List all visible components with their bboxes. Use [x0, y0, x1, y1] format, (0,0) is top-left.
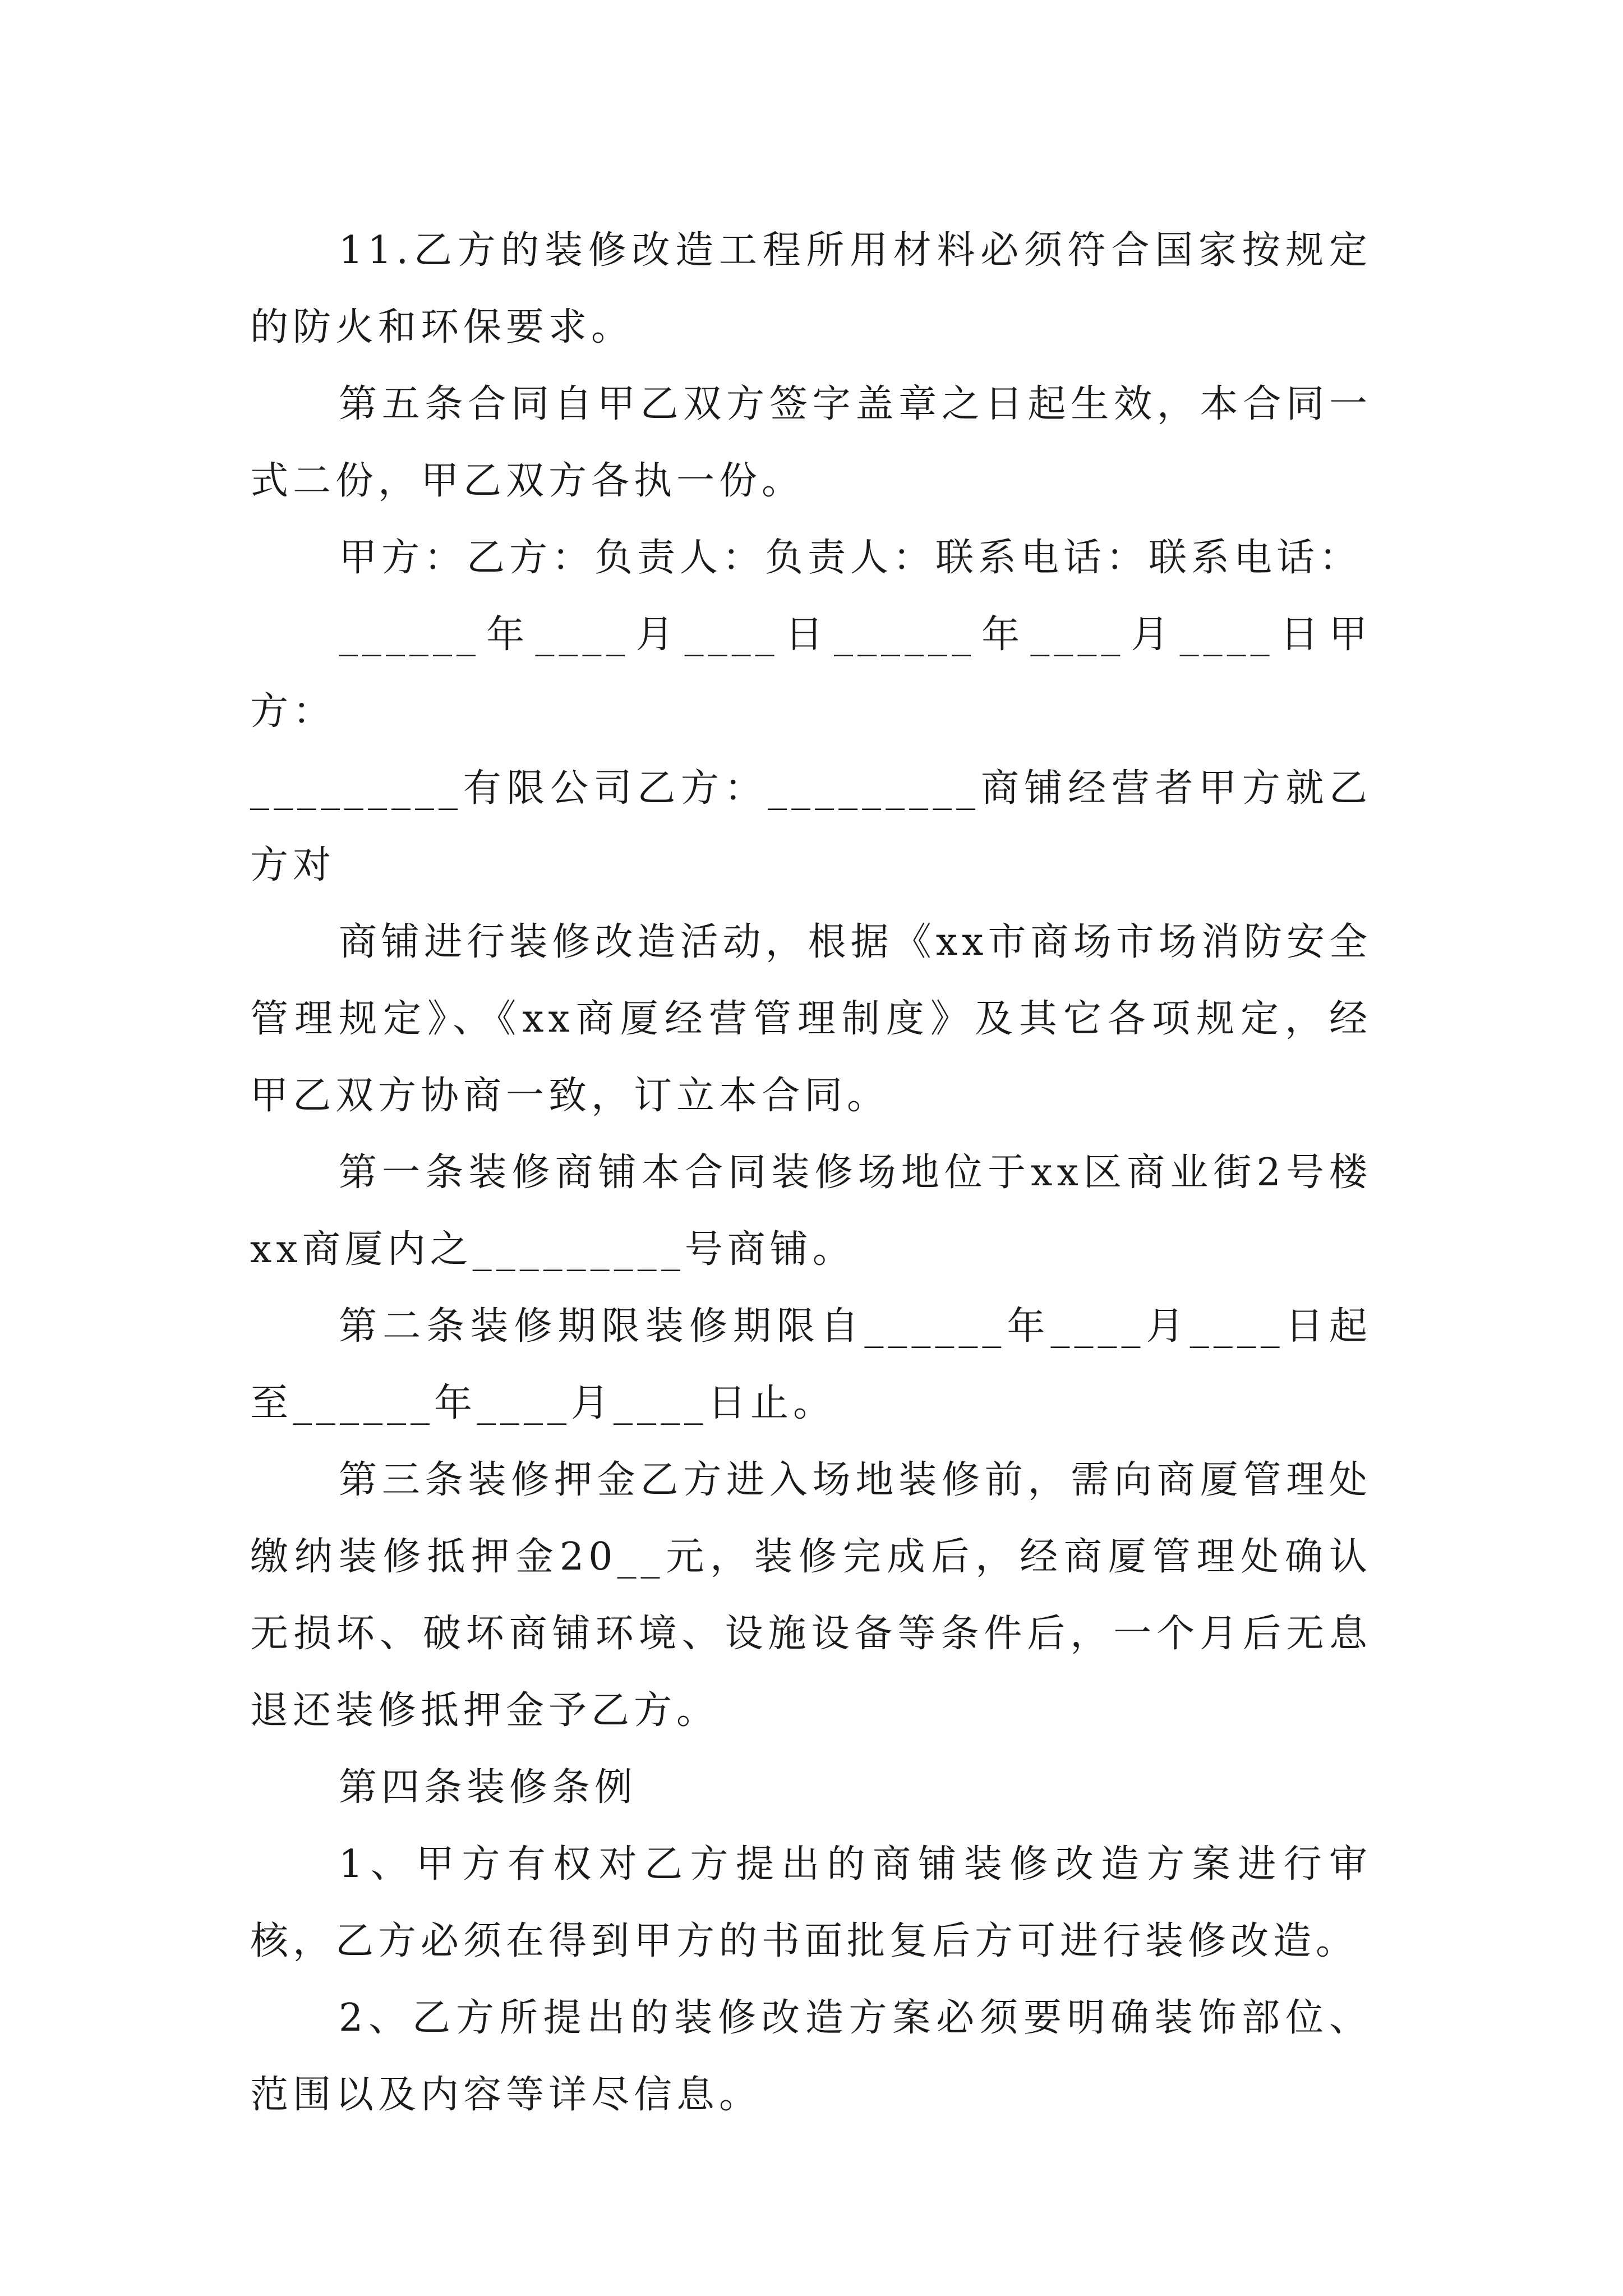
paragraph-article-1: 第一条装修商铺本合同装修场地位于xx区商业街2号楼xx商厦内之_________号商铺。 — [250, 1151, 1372, 1272]
paragraph-article-5: 第五条合同自甲乙双方签字盖章之日起生效，本合同一式二份，甲乙双方各执一份。 — [250, 382, 1372, 503]
paragraph-signature-parties: 甲方：乙方：负责人：负责人：联系电话：联系电话： — [339, 536, 1362, 580]
paragraph-article-4-heading: 第四条装修条例 — [339, 1765, 638, 1810]
paragraph-article-2: 第二条装修期限装修期限自______年____月____日起至______年____月____日止。 — [250, 1304, 1372, 1425]
paragraph-preamble: 商铺进行装修改造活动，根据《xx市商场市场消防安全管理规定》、《xx商厦经营管理制度》及其它各项规定，经甲乙双方协商一致，订立本合同。 — [250, 920, 1372, 1118]
paragraph-rule-1: 1、甲方有权对乙方提出的商铺装修改造方案进行审核，乙方必须在得到甲方的书面批复后方可进行装修改造。 — [250, 1842, 1372, 1963]
paragraph-rule-2: 2、乙方所提出的装修改造方案必须要明确装饰部位、范围以及内容等详尽信息。 — [250, 1996, 1372, 2117]
paragraph-clause-11: 11.乙方的装修改造工程所用材料必须符合国家按规定的防火和环保要求。 — [250, 228, 1372, 349]
document-body — [250, 212, 1372, 2133]
paragraph-article-3: 第三条装修押金乙方进入场地装修前，需向商厦管理处缴纳装修抵押金20__元，装修完成后，经商厦管理处确认无损坏、破坏商铺环境、设施设备等条件后，一个月后无息退还装修抵押金予乙方。 — [250, 1458, 1372, 1733]
paragraph-signature-dates: ______年____月____日______年____月____日甲方： — [250, 613, 1372, 734]
paragraph-company-names: _________有限公司乙方：_________商铺经营者甲方就乙方对 — [250, 766, 1372, 887]
